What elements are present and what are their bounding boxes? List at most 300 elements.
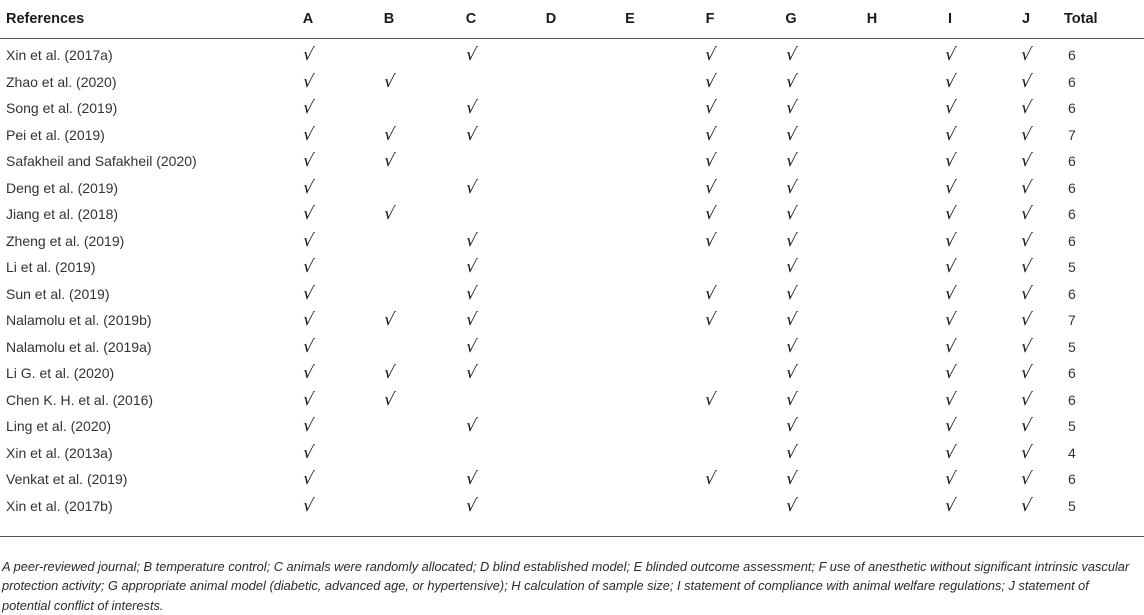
criterion-cell	[912, 387, 988, 414]
criterion-cell	[750, 493, 832, 520]
criterion-cell	[670, 360, 750, 387]
check-mark-icon: √	[943, 336, 957, 357]
criterion-cell	[348, 413, 430, 440]
criterion-cell	[670, 175, 750, 202]
criterion-cell	[590, 307, 670, 334]
check-mark-icon: √	[784, 177, 798, 198]
reference-cell: Li G. et al. (2020)	[6, 365, 115, 382]
table-row	[0, 281, 1144, 308]
criterion-cell	[590, 334, 670, 361]
criterion-cell	[590, 175, 670, 202]
criterion-cell	[512, 493, 590, 520]
criterion-cell	[512, 69, 590, 96]
column-header-a: A	[268, 0, 348, 39]
criterion-cell	[348, 440, 430, 467]
column-header-c: C	[430, 0, 512, 39]
column-header-e: E	[590, 0, 670, 39]
check-mark-icon: √	[703, 98, 717, 119]
criterion-cell	[268, 413, 348, 440]
check-mark-icon: √	[1019, 495, 1033, 516]
check-mark-icon: √	[943, 204, 957, 225]
total-cell: 6	[1068, 47, 1076, 64]
table-body	[0, 39, 1144, 520]
criterion-cell	[988, 387, 1064, 414]
criterion-cell	[430, 413, 512, 440]
total-cell: 7	[1068, 126, 1076, 143]
reference-cell: Xin et al. (2017b)	[6, 497, 113, 514]
check-mark-icon: √	[301, 204, 315, 225]
check-mark-icon: √	[784, 336, 798, 357]
criterion-cell	[268, 307, 348, 334]
check-mark-icon: √	[703, 310, 717, 331]
check-mark-icon: √	[703, 177, 717, 198]
check-mark-icon: √	[943, 230, 957, 251]
check-mark-icon: √	[301, 495, 315, 516]
table-row	[0, 175, 1144, 202]
total-cell: 6	[1068, 471, 1076, 488]
check-mark-icon: √	[1019, 336, 1033, 357]
column-header-b: B	[348, 0, 430, 39]
criterion-cell	[430, 493, 512, 520]
check-mark-icon: √	[703, 389, 717, 410]
check-mark-icon: √	[943, 98, 957, 119]
criterion-cell	[512, 228, 590, 255]
criterion-cell	[750, 440, 832, 467]
total-cell: 5	[1068, 338, 1076, 355]
criterion-cell	[750, 122, 832, 149]
criterion-cell	[430, 122, 512, 149]
table-row	[0, 69, 1144, 96]
check-mark-icon: √	[464, 230, 478, 251]
criterion-cell	[832, 228, 912, 255]
criterion-cell	[988, 148, 1064, 175]
check-mark-icon: √	[1019, 230, 1033, 251]
criterion-cell	[750, 95, 832, 122]
criterion-cell	[348, 122, 430, 149]
check-mark-icon: √	[464, 257, 478, 278]
check-mark-icon: √	[301, 283, 315, 304]
criterion-cell	[268, 148, 348, 175]
check-mark-icon: √	[301, 151, 315, 172]
check-mark-icon: √	[943, 416, 957, 437]
criterion-cell	[348, 69, 430, 96]
criterion-cell	[912, 228, 988, 255]
total-cell: 6	[1068, 179, 1076, 196]
criterion-cell	[832, 95, 912, 122]
reference-cell: Jiang et al. (2018)	[6, 206, 119, 223]
check-mark-icon: √	[784, 204, 798, 225]
check-mark-icon: √	[943, 442, 957, 463]
check-mark-icon: √	[464, 363, 478, 384]
check-mark-icon: √	[1019, 283, 1033, 304]
criterion-cell	[988, 493, 1064, 520]
check-mark-icon: √	[1019, 124, 1033, 145]
criterion-cell	[832, 493, 912, 520]
check-mark-icon: √	[943, 45, 957, 66]
criterion-cell	[832, 281, 912, 308]
criterion-cell	[268, 493, 348, 520]
check-mark-icon: √	[784, 442, 798, 463]
reference-cell: Safakheil and Safakheil (2020)	[6, 153, 197, 170]
criterion-cell	[912, 307, 988, 334]
criterion-cell	[832, 254, 912, 281]
criterion-cell	[670, 148, 750, 175]
criterion-cell	[670, 69, 750, 96]
column-header-j: J	[988, 0, 1064, 39]
criterion-cell	[512, 39, 590, 69]
criterion-cell	[268, 39, 348, 69]
criterion-cell	[590, 466, 670, 493]
criterion-cell	[750, 228, 832, 255]
check-mark-icon: √	[382, 71, 396, 92]
check-mark-icon: √	[301, 310, 315, 331]
criterion-cell	[268, 387, 348, 414]
criterion-cell	[268, 254, 348, 281]
criterion-cell	[912, 175, 988, 202]
criterion-cell	[512, 440, 590, 467]
check-mark-icon: √	[703, 204, 717, 225]
criterion-cell	[348, 175, 430, 202]
check-mark-icon: √	[301, 469, 315, 490]
check-mark-icon: √	[1019, 151, 1033, 172]
table-row	[0, 360, 1144, 387]
check-mark-icon: √	[784, 230, 798, 251]
reference-cell: Chen K. H. et al. (2016)	[6, 391, 154, 408]
check-mark-icon: √	[1019, 416, 1033, 437]
check-mark-icon: √	[301, 389, 315, 410]
check-mark-icon: √	[464, 416, 478, 437]
check-mark-icon: √	[703, 124, 717, 145]
column-header-i: I	[912, 0, 988, 39]
criterion-cell	[912, 201, 988, 228]
criterion-cell	[590, 148, 670, 175]
criterion-cell	[268, 201, 348, 228]
criterion-cell	[430, 175, 512, 202]
check-mark-icon: √	[1019, 177, 1033, 198]
criterion-cell	[750, 387, 832, 414]
criterion-cell	[348, 307, 430, 334]
criterion-cell	[988, 228, 1064, 255]
criterion-cell	[590, 228, 670, 255]
check-mark-icon: √	[943, 257, 957, 278]
criterion-cell	[750, 334, 832, 361]
reference-cell: Song et al. (2019)	[6, 100, 118, 117]
criterion-cell	[988, 360, 1064, 387]
reference-cell: Li et al. (2019)	[6, 259, 96, 276]
reference-cell: Ling et al. (2020)	[6, 418, 112, 435]
criterion-cell	[832, 122, 912, 149]
criterion-cell	[750, 466, 832, 493]
check-mark-icon: √	[703, 283, 717, 304]
column-header-references: References	[0, 0, 268, 39]
check-mark-icon: √	[784, 495, 798, 516]
criterion-cell	[268, 228, 348, 255]
criterion-cell	[590, 39, 670, 69]
criterion-cell	[348, 360, 430, 387]
criterion-cell	[670, 334, 750, 361]
table-row	[0, 440, 1144, 467]
criterion-cell	[832, 201, 912, 228]
check-mark-icon: √	[382, 124, 396, 145]
criterion-cell	[988, 175, 1064, 202]
table-row	[0, 307, 1144, 334]
criterion-cell	[348, 387, 430, 414]
table-row	[0, 413, 1144, 440]
table-row	[0, 334, 1144, 361]
check-mark-icon: √	[784, 45, 798, 66]
criterion-cell	[750, 413, 832, 440]
criterion-cell	[430, 281, 512, 308]
total-cell: 7	[1068, 312, 1076, 329]
criterion-cell	[912, 69, 988, 96]
criterion-cell	[348, 281, 430, 308]
check-mark-icon: √	[464, 469, 478, 490]
check-mark-icon: √	[301, 71, 315, 92]
total-cell: 6	[1068, 153, 1076, 170]
criterion-cell	[832, 148, 912, 175]
check-mark-icon: √	[943, 495, 957, 516]
criterion-cell	[832, 334, 912, 361]
check-mark-icon: √	[382, 151, 396, 172]
check-mark-icon: √	[1019, 363, 1033, 384]
criterion-cell	[430, 307, 512, 334]
check-mark-icon: √	[703, 71, 717, 92]
criterion-cell	[670, 95, 750, 122]
column-header-total: Total	[1064, 0, 1144, 39]
criterion-cell	[512, 281, 590, 308]
check-mark-icon: √	[1019, 389, 1033, 410]
criterion-cell	[912, 493, 988, 520]
criterion-cell	[912, 413, 988, 440]
criterion-cell	[348, 95, 430, 122]
criterion-cell	[750, 148, 832, 175]
criterion-cell	[590, 254, 670, 281]
criterion-cell	[512, 254, 590, 281]
criterion-cell	[348, 254, 430, 281]
criterion-cell	[348, 334, 430, 361]
criterion-cell	[750, 175, 832, 202]
criterion-cell	[268, 281, 348, 308]
check-mark-icon: √	[703, 151, 717, 172]
criterion-cell	[912, 360, 988, 387]
check-mark-icon: √	[464, 310, 478, 331]
criterion-cell	[590, 201, 670, 228]
check-mark-icon: √	[784, 389, 798, 410]
criterion-cell	[988, 281, 1064, 308]
column-header-h: H	[832, 0, 912, 39]
criterion-cell	[832, 360, 912, 387]
check-mark-icon: √	[301, 336, 315, 357]
criterion-cell	[512, 413, 590, 440]
reference-cell: Pei et al. (2019)	[6, 126, 105, 143]
check-mark-icon: √	[1019, 257, 1033, 278]
criterion-cell	[832, 387, 912, 414]
criterion-cell	[832, 307, 912, 334]
check-mark-icon: √	[784, 469, 798, 490]
check-mark-icon: √	[464, 45, 478, 66]
check-mark-icon: √	[784, 310, 798, 331]
criterion-cell	[832, 413, 912, 440]
criterion-cell	[912, 440, 988, 467]
criterion-cell	[832, 440, 912, 467]
check-mark-icon: √	[784, 98, 798, 119]
check-mark-icon: √	[784, 151, 798, 172]
reference-cell: Venkat et al. (2019)	[6, 471, 128, 488]
check-mark-icon: √	[1019, 204, 1033, 225]
criterion-cell	[670, 413, 750, 440]
criterion-cell	[912, 334, 988, 361]
criterion-cell	[512, 334, 590, 361]
criterion-cell	[512, 95, 590, 122]
criterion-cell	[348, 148, 430, 175]
criterion-cell	[512, 148, 590, 175]
criterion-cell	[912, 122, 988, 149]
criterion-cell	[590, 122, 670, 149]
criterion-cell	[430, 254, 512, 281]
criterion-cell	[348, 228, 430, 255]
check-mark-icon: √	[943, 363, 957, 384]
criterion-cell	[988, 69, 1064, 96]
total-cell: 6	[1068, 73, 1076, 90]
criterion-cell	[348, 201, 430, 228]
check-mark-icon: √	[943, 177, 957, 198]
reference-cell: Nalamolu et al. (2019a)	[6, 338, 152, 355]
criterion-cell	[988, 413, 1064, 440]
check-mark-icon: √	[382, 310, 396, 331]
check-mark-icon: √	[464, 177, 478, 198]
criterion-cell	[988, 307, 1064, 334]
table-row	[0, 148, 1144, 175]
criterion-cell	[988, 39, 1064, 69]
check-mark-icon: √	[943, 71, 957, 92]
total-cell: 4	[1068, 444, 1076, 461]
criterion-cell	[988, 122, 1064, 149]
criterion-cell	[268, 440, 348, 467]
criterion-cell	[670, 201, 750, 228]
reference-cell: Zhao et al. (2020)	[6, 73, 117, 90]
table-bottom-rule	[0, 536, 1144, 537]
table-row	[0, 95, 1144, 122]
check-mark-icon: √	[1019, 98, 1033, 119]
criterion-cell	[590, 360, 670, 387]
criterion-cell	[670, 466, 750, 493]
criterion-cell	[670, 39, 750, 69]
criterion-cell	[430, 466, 512, 493]
criterion-cell	[590, 440, 670, 467]
criterion-cell	[590, 95, 670, 122]
reference-cell: Xin et al. (2017a)	[6, 47, 113, 64]
total-cell: 5	[1068, 497, 1076, 514]
criterion-cell	[268, 95, 348, 122]
criterion-cell	[512, 122, 590, 149]
reference-cell: Xin et al. (2013a)	[6, 444, 113, 461]
check-mark-icon: √	[464, 98, 478, 119]
check-mark-icon: √	[943, 389, 957, 410]
check-mark-icon: √	[703, 230, 717, 251]
criterion-cell	[590, 413, 670, 440]
criterion-cell	[430, 334, 512, 361]
check-mark-icon: √	[301, 124, 315, 145]
table-row	[0, 201, 1144, 228]
table-footnote: A peer-reviewed journal; B temperature control; C animals were randomly allocated; D blind established model; E blinded outcome assessment; F use of anesthetic without significant intrinsic vascular protection activity; G appropriate animal model (diabetic, advanced age, or hypertensive); H calculation of sample size; I statement of compliance with animal welfare regulations; J statement of potential conflict of interests.	[2, 558, 1130, 613]
total-cell: 6	[1068, 232, 1076, 249]
check-mark-icon: √	[1019, 310, 1033, 331]
check-mark-icon: √	[784, 416, 798, 437]
total-cell: 6	[1068, 391, 1076, 408]
criterion-cell	[988, 334, 1064, 361]
criterion-cell	[590, 493, 670, 520]
criterion-cell	[670, 493, 750, 520]
table-row	[0, 39, 1144, 69]
criterion-cell	[430, 360, 512, 387]
table-row	[0, 122, 1144, 149]
criterion-cell	[348, 466, 430, 493]
check-mark-icon: √	[784, 363, 798, 384]
table-row	[0, 493, 1144, 520]
check-mark-icon: √	[301, 230, 315, 251]
check-mark-icon: √	[943, 310, 957, 331]
check-mark-icon: √	[301, 416, 315, 437]
criterion-cell	[912, 39, 988, 69]
criterion-cell	[670, 254, 750, 281]
criterion-cell	[590, 69, 670, 96]
total-cell: 6	[1068, 100, 1076, 117]
criterion-cell	[750, 201, 832, 228]
column-header-g: G	[750, 0, 832, 39]
criterion-cell	[268, 334, 348, 361]
criterion-cell	[512, 201, 590, 228]
criterion-cell	[268, 69, 348, 96]
check-mark-icon: √	[784, 71, 798, 92]
criterion-cell	[512, 175, 590, 202]
criterion-cell	[988, 440, 1064, 467]
table-header	[0, 0, 1144, 39]
criterion-cell	[988, 95, 1064, 122]
criterion-cell	[750, 254, 832, 281]
criterion-cell	[912, 254, 988, 281]
table-row	[0, 387, 1144, 414]
reference-cell: Nalamolu et al. (2019b)	[6, 312, 152, 329]
criterion-cell	[430, 387, 512, 414]
check-mark-icon: √	[703, 45, 717, 66]
criterion-cell	[750, 281, 832, 308]
criterion-cell	[268, 175, 348, 202]
check-mark-icon: √	[1019, 71, 1033, 92]
criterion-cell	[268, 466, 348, 493]
check-mark-icon: √	[301, 257, 315, 278]
total-cell: 6	[1068, 285, 1076, 302]
criterion-cell	[912, 148, 988, 175]
reference-cell: Sun et al. (2019)	[6, 285, 110, 302]
criterion-cell	[430, 95, 512, 122]
check-mark-icon: √	[1019, 442, 1033, 463]
check-mark-icon: √	[464, 336, 478, 357]
check-mark-icon: √	[301, 442, 315, 463]
criterion-cell	[430, 39, 512, 69]
table-row	[0, 466, 1144, 493]
table-row	[0, 228, 1144, 255]
check-mark-icon: √	[464, 124, 478, 145]
criterion-cell	[430, 228, 512, 255]
total-cell: 6	[1068, 206, 1076, 223]
reference-cell: Zheng et al. (2019)	[6, 232, 125, 249]
check-mark-icon: √	[703, 469, 717, 490]
criterion-cell	[670, 281, 750, 308]
check-mark-icon: √	[784, 124, 798, 145]
reference-cell: Deng et al. (2019)	[6, 179, 119, 196]
criterion-cell	[590, 387, 670, 414]
table-row	[0, 254, 1144, 281]
